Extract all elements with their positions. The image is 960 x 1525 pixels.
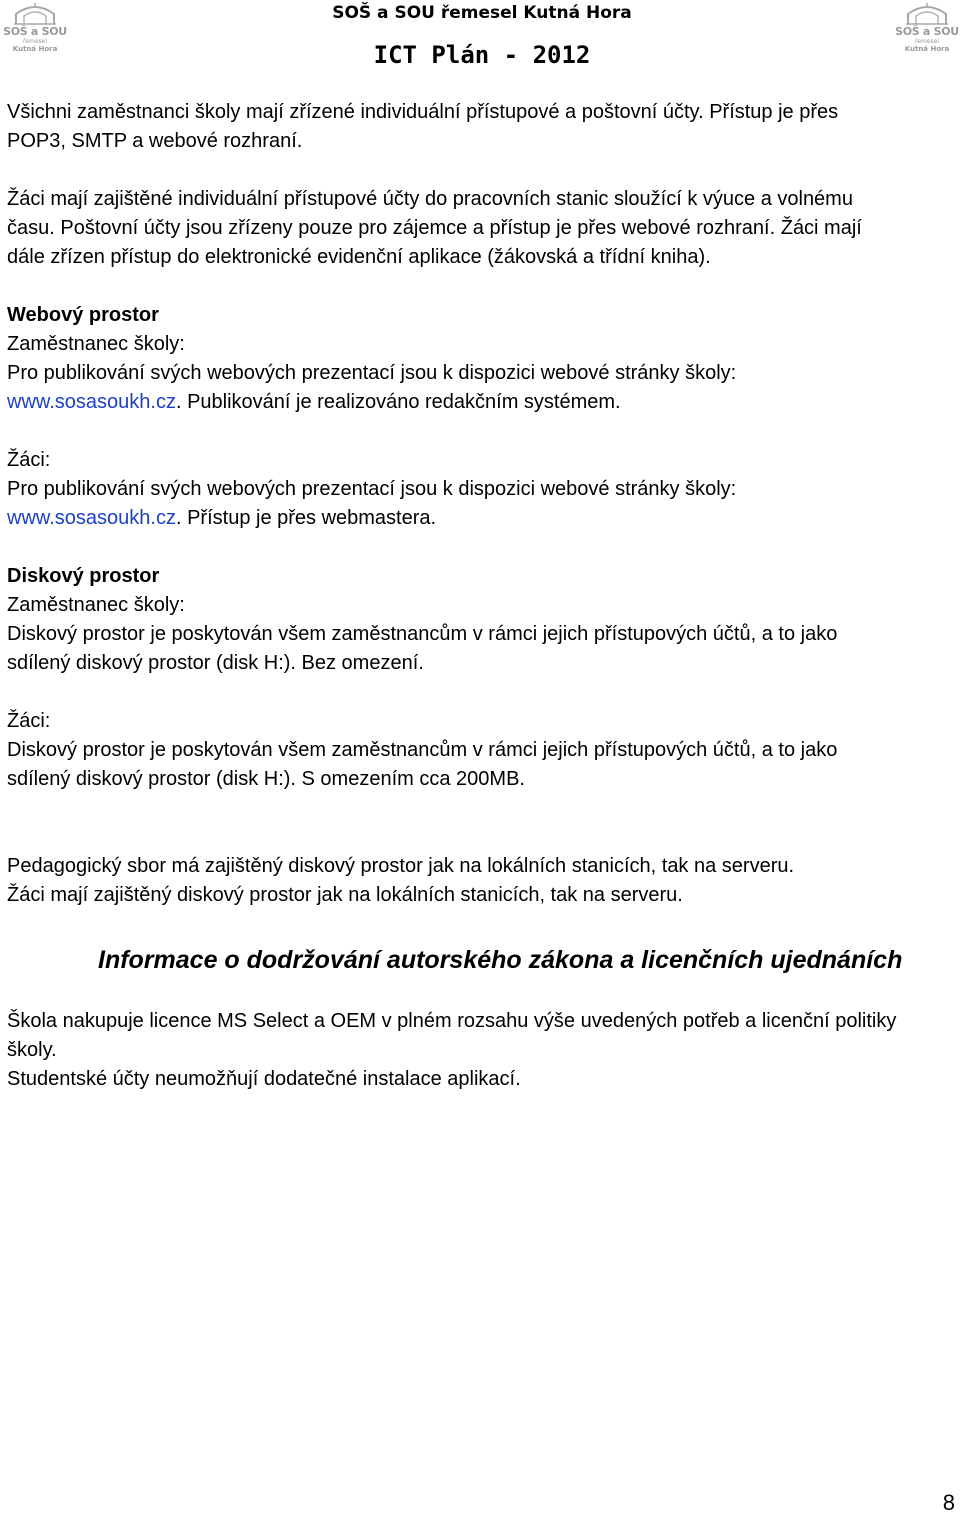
paragraph-line: sdílený diskový prostor (disk H:). S omezením cca 200MB. [7,768,525,790]
paragraph-line: času. Poštovní účty jsou zřízeny pouze pro zájemce a přístup je přes webové rozhraní. Žáci mají [7,217,862,239]
paragraph-line: dále zřízen přístup do elektronické evidenční aplikace (žákovská a třídní kniha). [7,246,711,268]
logo-text-3: Kutná Hora [12,45,58,53]
logo-text-1: SOŠ a SOU [3,25,67,38]
document-title: ICT Plán - 2012 [373,41,591,69]
paragraph-line: Pro publikování svých webových prezentací jsou k dispozici webové stránky školy: [7,362,737,384]
paragraph-line: POP3, SMTP a webové rozhraní. [7,130,303,152]
section-heading-license: Informace o dodržování autorského zákona a licenčních ujednáních [98,946,903,974]
paragraph-line: Všichni zaměstnanci školy mají zřízené individuální přístupové a poštovní účty. Přístup je přes [7,101,839,123]
logo-text-3: Kutná Hora [904,45,950,53]
student-label: Žáci: [7,449,51,471]
paragraph-line: Žáci mají zajištěné individuální přístupové účty do pracovních stanic sloužící k výuce a volnému [7,188,853,210]
logo-text-2: řemesel [914,38,940,45]
paragraph-line: Žáci mají zajištěný diskový prostor jak na lokálních stanicích, tak na serveru. [7,884,683,906]
website-link[interactable]: www.sosasoukh.cz [7,507,176,529]
link-tail: . Přístup je přes webmastera. [175,507,437,529]
paragraph-line: Pedagogický sbor má zajištěný diskový prostor jak na lokálních stanicích, tak na serveru. [7,855,795,877]
student-label: Žáci: [7,710,51,732]
paragraph-line: Diskový prostor je poskytován všem zaměstnancům v rámci jejich přístupových účtů, a to jako [7,739,838,761]
section-heading-disk: Diskový prostor [7,565,160,587]
logo-text-2: řemesel [22,38,48,45]
paragraph-line: školy. [7,1039,57,1061]
link-tail: . Publikování je realizováno redakčním systémem. [175,391,621,413]
section-heading-web: Webový prostor [7,304,159,326]
paragraph-line: Studentské účty neumožňují dodatečné instalace aplikací. [7,1068,521,1090]
document-body [7,98,959,1094]
staff-label: Zaměstnanec školy: [7,333,185,355]
paragraph-line: Pro publikování svých webových prezentací jsou k dispozici webové stránky školy: [7,478,737,500]
school-name: SOŠ a SOU řemesel Kutná Hora [332,3,632,23]
website-link[interactable]: www.sosasoukh.cz [7,391,176,413]
staff-label: Zaměstnanec školy: [7,594,185,616]
paragraph-line [7,504,959,533]
paragraph-line: Škola nakupuje licence MS Select a OEM v plném rozsahu výše uvedených potřeb a licenční politiky [7,1010,897,1032]
page-number: 8 [942,1490,955,1515]
paragraph-line: Diskový prostor je poskytován všem zaměstnancům v rámci jejich přístupových účtů, a to jako [7,623,838,645]
logo-text-1: SOŠ a SOU [895,25,959,38]
paragraph-line [7,388,959,417]
paragraph-line: sdílený diskový prostor (disk H:). Bez omezení. [7,652,424,674]
